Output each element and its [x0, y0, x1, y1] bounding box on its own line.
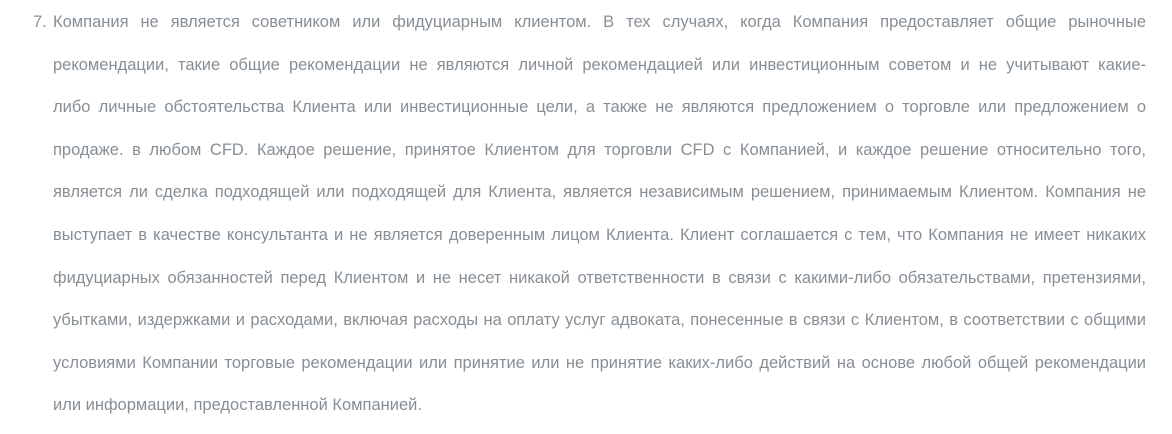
paragraph-line: является ли сделка подходящей или подходящей для Клиента, является независимым решением, принимаемым Клиентом. Компания не — [53, 183, 1146, 202]
paragraph-line: убытками, издержками и расходами, включая расходы на оплату услуг адвоката, понесенные в связи с Клиентом, в соответствии с общими — [53, 311, 1146, 330]
paragraph-line: рекомендации, такие общие рекомендации не являются личной рекомендацией или инвестиционным советом и не учитывают какие- — [53, 55, 1146, 74]
paragraph-line: выступает в качестве консультанта и не является доверенным лицом Клиента. Клиент соглашается с тем, что Компания не имеет никаких — [53, 225, 1146, 244]
paragraph-line: продаже. в любом CFD. Каждое решение, принятое Клиентом для торговли CFD с Компанией, и каждое решение относительно того, — [53, 140, 1146, 159]
paragraph-line: либо личные обстоятельства Клиента или инвестиционные цели, а также не являются предложением о торговле или предложением о — [53, 98, 1146, 117]
paragraph-line: Компания не является советником или фидуциарным клиентом. В тех случаях, когда Компания предоставляет общие рыночные — [53, 13, 1146, 31]
paragraph-line: условиями Компании торговые рекомендации или принятие или не принятие каких-либо действий на основе любой общей рекомендации — [53, 353, 1146, 372]
paragraph-line: фидуциарных обязанностей перед Клиентом и не несет никакой ответственности в связи с какими-либо обязательствами, претензиями, — [53, 268, 1146, 287]
clause-number: 7. — [33, 13, 47, 31]
paragraph-line-last: или информации, предоставленной Компанией. — [53, 396, 422, 415]
clause-text — [53, 1, 1146, 427]
